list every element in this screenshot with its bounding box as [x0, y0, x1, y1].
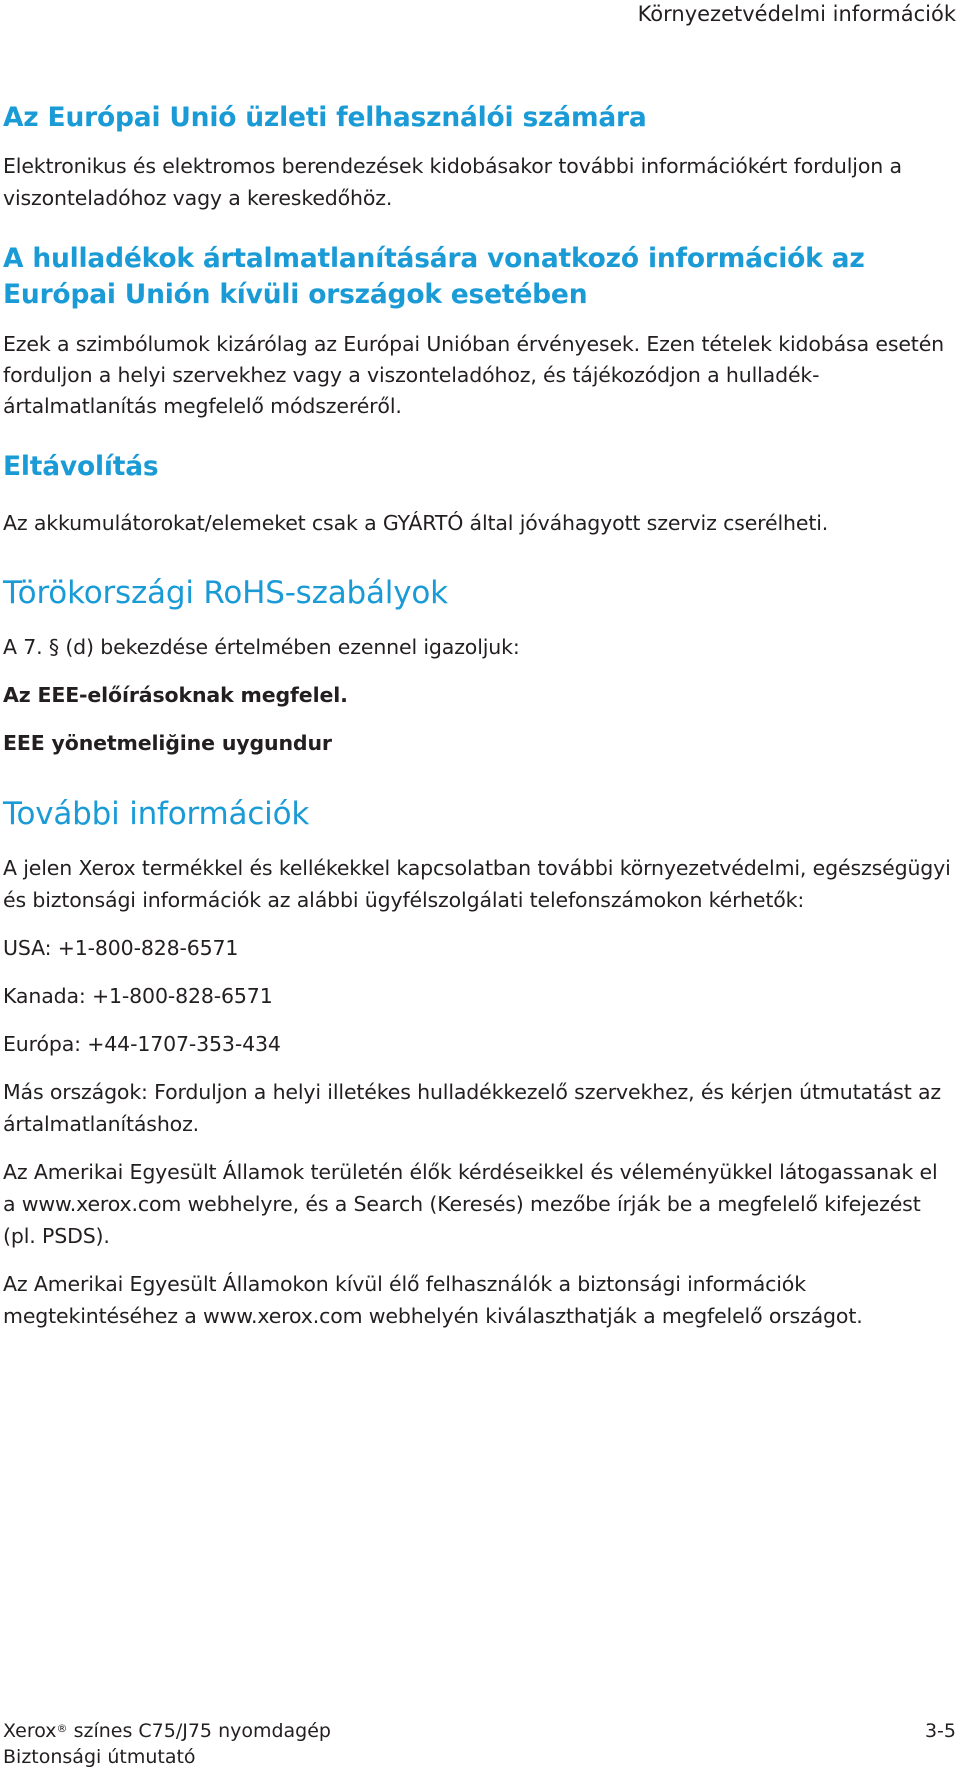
paragraph-more-info-intro: A jelen Xerox termékkel és kellékekkel kapcsolatban további környezetvédelmi, egészségügyi és biztonsági információk az alábbi ügyfélszolgálati telefonszámokon kérhetők:	[3, 856, 951, 912]
heading-removal: Eltávolítás	[3, 451, 159, 482]
paragraph-non-eu-disposal: Ezek a szimbólumok kizárólag az Európai Unióban érvényesek. Ezen tételek kidobása esetén forduljon a helyi szervekhez vagy a viszonteladóhoz, és tájékozódjon a hulladék-ártalmatlanítás megfelelő módszeréről.	[3, 332, 945, 418]
heading-turkey-rohs: Törökországi RoHS-szabályok	[3, 575, 448, 611]
paragraph-other-countries: Más országok: Forduljon a helyi illetékes hulladékkezelő szervekhez, és kérjen útmutatást az ártalmatlanításhoz.	[3, 1080, 941, 1136]
paragraph-turkey-rohs-statement: A 7. § (d) bekezdése értelmében ezennel igazoljuk:	[3, 635, 520, 659]
heading-non-eu-disposal: A hulladékok ártalmatlanítására vonatkozó információk az Európai Unión kívüli országok esetében	[3, 243, 865, 310]
page-content	[3, 98, 953, 1332]
paragraph-eu-business: Elektronikus és elektromos berendezések kidobásakor további információkért forduljon a viszonteladóhoz vagy a kereskedőhöz.	[3, 154, 902, 210]
page-number: 3-5	[924, 1720, 956, 1742]
paragraph-turkey-rohs-compliance-tr: EEE yönetmeliğine uygundur	[3, 731, 332, 755]
paragraph-non-us-residents: Az Amerikai Egyesült Államokon kívül élő felhasználók a biztonsági információk megtekintéséhez a www.xerox.com webhelyén kiválaszthatják a megfelelő országot.	[3, 1272, 863, 1328]
footer-product: színes C75/J75 nyomdagép	[73, 1720, 331, 1742]
phone-europe: Európa: +44-1707-353-434	[3, 1032, 281, 1056]
footer-brand: Xerox	[3, 1720, 57, 1742]
paragraph-removal: Az akkumulátorokat/elemeket csak a GYÁRTÓ által jóváhagyott szerviz cserélheti.	[3, 511, 829, 535]
heading-eu-business: Az Európai Unió üzleti felhasználói számára	[3, 102, 647, 133]
heading-more-info: További információk	[3, 796, 310, 832]
registered-mark: ®	[56, 1722, 68, 1735]
footer-guide-title: Biztonsági útmutató	[3, 1746, 196, 1768]
paragraph-turkey-rohs-compliance-hu: Az EEE-előírásoknak megfelel.	[3, 683, 348, 707]
running-header: Környezetvédelmi információk	[637, 2, 956, 26]
phone-canada: Kanada: +1-800-828-6571	[3, 984, 273, 1008]
paragraph-us-residents: Az Amerikai Egyesült Államok területén élők kérdéseikkel és véleményükkel látogassanak el a www.xerox.com webhelyre, és a Search (Keresés) mezőbe írják be a megfelelő kifejezést (pl. PSDS).	[3, 1160, 938, 1248]
footer-product-line	[3, 1718, 331, 1744]
phone-usa: USA: +1-800-828-6571	[3, 936, 239, 960]
running-footer	[3, 1718, 331, 1770]
